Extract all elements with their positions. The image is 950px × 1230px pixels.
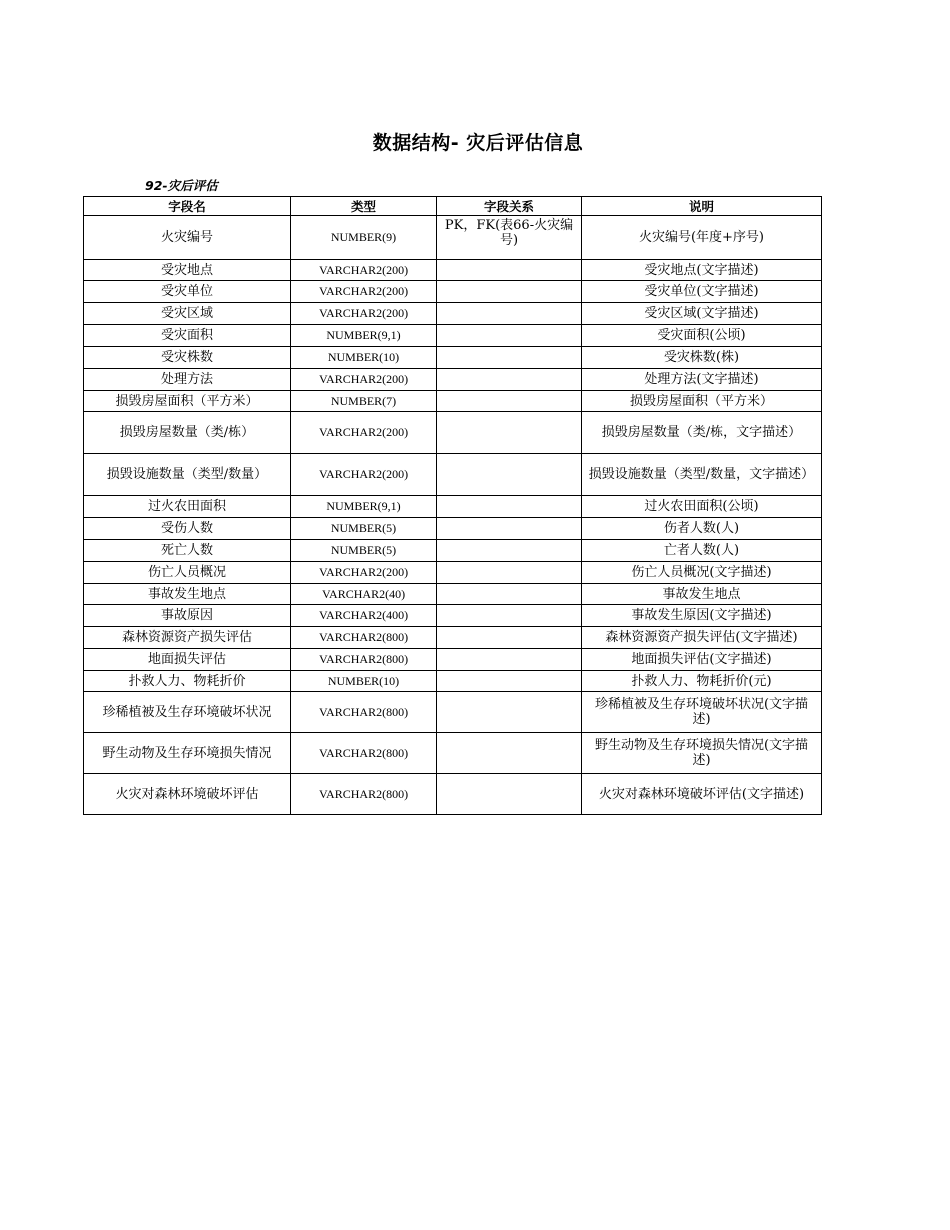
field-type-cell: VARCHAR2(800): [291, 774, 437, 815]
field-relation-cell: [437, 733, 582, 774]
schema-table: [83, 196, 822, 815]
field-type-cell: VARCHAR2(40): [291, 584, 437, 605]
field-name-cell: 死亡人数: [84, 540, 291, 562]
field-relation-cell: [437, 774, 582, 815]
field-description-cell: 扑救人力、物耗折价(元): [582, 671, 822, 692]
field-name-cell: 受伤人数: [84, 518, 291, 540]
field-description-cell: 伤亡人员概况(文字描述): [582, 562, 822, 584]
field-description-cell: 受灾面积(公顷): [582, 325, 822, 347]
table-row: [84, 584, 822, 605]
page-title: 数据结构- 灾后评估信息: [372, 132, 584, 154]
field-type-cell: VARCHAR2(800): [291, 733, 437, 774]
field-relation-cell: [437, 605, 582, 627]
field-name-cell: 受灾区域: [84, 303, 291, 325]
field-name-cell: 野生动物及生存环境损失情况: [84, 733, 291, 774]
field-description-cell: 事故发生原因(文字描述): [582, 605, 822, 627]
field-relation-cell: [437, 281, 582, 303]
field-description-cell: 损毁房屋面积（平方米）: [582, 391, 822, 412]
table-row: [84, 281, 822, 303]
field-name-cell: 受灾面积: [84, 325, 291, 347]
field-type-cell: VARCHAR2(200): [291, 454, 437, 496]
field-name-cell: 伤亡人员概况: [84, 562, 291, 584]
field-relation-cell: [437, 391, 582, 412]
table-row: [84, 454, 822, 496]
field-type-cell: VARCHAR2(200): [291, 562, 437, 584]
field-type-cell: NUMBER(10): [291, 671, 437, 692]
field-name-cell: 过火农田面积: [84, 496, 291, 518]
table-row: [84, 540, 822, 562]
field-description-cell: 地面损失评估(文字描述): [582, 649, 822, 671]
header-field-name: 字段名: [84, 197, 291, 216]
field-relation-cell: [437, 671, 582, 692]
field-relation-cell: [437, 496, 582, 518]
field-relation-cell: PK，FK(表66-火灾编号): [437, 216, 582, 260]
field-name-cell: 森林资源资产损失评估: [84, 627, 291, 649]
field-description-cell: 受灾地点(文字描述): [582, 260, 822, 281]
field-name-cell: 受灾株数: [84, 347, 291, 369]
field-description-cell: 受灾株数(株): [582, 347, 822, 369]
field-name-cell: 扑救人力、物耗折价: [84, 671, 291, 692]
field-type-cell: NUMBER(9,1): [291, 496, 437, 518]
field-description-cell: 过火农田面积(公顷): [582, 496, 822, 518]
table-row: [84, 347, 822, 369]
field-type-cell: NUMBER(5): [291, 540, 437, 562]
field-name-cell: 珍稀植被及生存环境破坏状况: [84, 692, 291, 733]
field-type-cell: NUMBER(5): [291, 518, 437, 540]
field-description-cell: 事故发生地点: [582, 584, 822, 605]
field-relation-cell: [437, 649, 582, 671]
field-type-cell: VARCHAR2(400): [291, 605, 437, 627]
field-name-cell: 损毁房屋数量（类/栋）: [84, 412, 291, 454]
field-relation-cell: [437, 369, 582, 391]
field-relation-cell: [437, 540, 582, 562]
table-row: [84, 391, 822, 412]
field-description-cell: 珍稀植被及生存环境破坏状况(文字描述): [582, 692, 822, 733]
table-row: [84, 369, 822, 391]
table-row: [84, 496, 822, 518]
table-row: [84, 605, 822, 627]
table-row: [84, 412, 822, 454]
table-row: [84, 260, 822, 281]
header-type: 类型: [291, 197, 437, 216]
table-row: [84, 627, 822, 649]
field-name-cell: 损毁房屋面积（平方米）: [84, 391, 291, 412]
field-type-cell: VARCHAR2(800): [291, 649, 437, 671]
table-row: [84, 303, 822, 325]
table-row: [84, 518, 822, 540]
table-row: [84, 671, 822, 692]
field-description-cell: 伤者人数(人): [582, 518, 822, 540]
field-name-cell: 地面损失评估: [84, 649, 291, 671]
field-type-cell: VARCHAR2(200): [291, 369, 437, 391]
field-name-cell: 损毁设施数量（类型/数量）: [84, 454, 291, 496]
table-row: [84, 216, 822, 260]
field-relation-cell: [437, 518, 582, 540]
field-relation-cell: [437, 325, 582, 347]
field-description-cell: 损毁设施数量（类型/数量，文字描述）: [582, 454, 822, 496]
field-type-cell: VARCHAR2(800): [291, 627, 437, 649]
table-row: [84, 692, 822, 733]
header-relation: 字段关系: [437, 197, 582, 216]
table-row: [84, 774, 822, 815]
field-relation-cell: [437, 303, 582, 325]
field-description-cell: 损毁房屋数量（类/栋，文字描述）: [582, 412, 822, 454]
field-name-cell: 受灾单位: [84, 281, 291, 303]
field-name-cell: 火灾对森林环境破坏评估: [84, 774, 291, 815]
field-type-cell: VARCHAR2(800): [291, 692, 437, 733]
field-name-cell: 火灾编号: [84, 216, 291, 260]
field-relation-cell: [437, 562, 582, 584]
table-row: [84, 733, 822, 774]
field-name-cell: 事故原因: [84, 605, 291, 627]
header-description: 说明: [582, 197, 822, 216]
field-type-cell: VARCHAR2(200): [291, 281, 437, 303]
field-description-cell: 受灾单位(文字描述): [582, 281, 822, 303]
field-description-cell: 火灾编号(年度+序号): [582, 216, 822, 260]
field-description-cell: 野生动物及生存环境损失情况(文字描述): [582, 733, 822, 774]
field-description-cell: 亡者人数(人): [582, 540, 822, 562]
field-name-cell: 受灾地点: [84, 260, 291, 281]
field-type-cell: NUMBER(9,1): [291, 325, 437, 347]
field-name-cell: 事故发生地点: [84, 584, 291, 605]
field-name-cell: 处理方法: [84, 369, 291, 391]
field-relation-cell: [437, 412, 582, 454]
field-relation-cell: [437, 347, 582, 369]
field-relation-cell: [437, 454, 582, 496]
field-type-cell: VARCHAR2(200): [291, 260, 437, 281]
field-type-cell: NUMBER(10): [291, 347, 437, 369]
field-relation-cell: [437, 692, 582, 733]
field-description-cell: 处理方法(文字描述): [582, 369, 822, 391]
field-relation-cell: [437, 260, 582, 281]
table-row: [84, 325, 822, 347]
field-type-cell: NUMBER(7): [291, 391, 437, 412]
field-relation-cell: [437, 584, 582, 605]
field-description-cell: 森林资源资产损失评估(文字描述): [582, 627, 822, 649]
field-type-cell: VARCHAR2(200): [291, 303, 437, 325]
table-label: 92-灾后评估: [145, 178, 218, 193]
field-description-cell: 火灾对森林环境破坏评估(文字描述): [582, 774, 822, 815]
table-header-row: [84, 197, 822, 216]
field-description-cell: 受灾区域(文字描述): [582, 303, 822, 325]
field-type-cell: VARCHAR2(200): [291, 412, 437, 454]
table-row: [84, 562, 822, 584]
table-row: [84, 649, 822, 671]
field-relation-cell: [437, 627, 582, 649]
field-type-cell: NUMBER(9): [291, 216, 437, 260]
